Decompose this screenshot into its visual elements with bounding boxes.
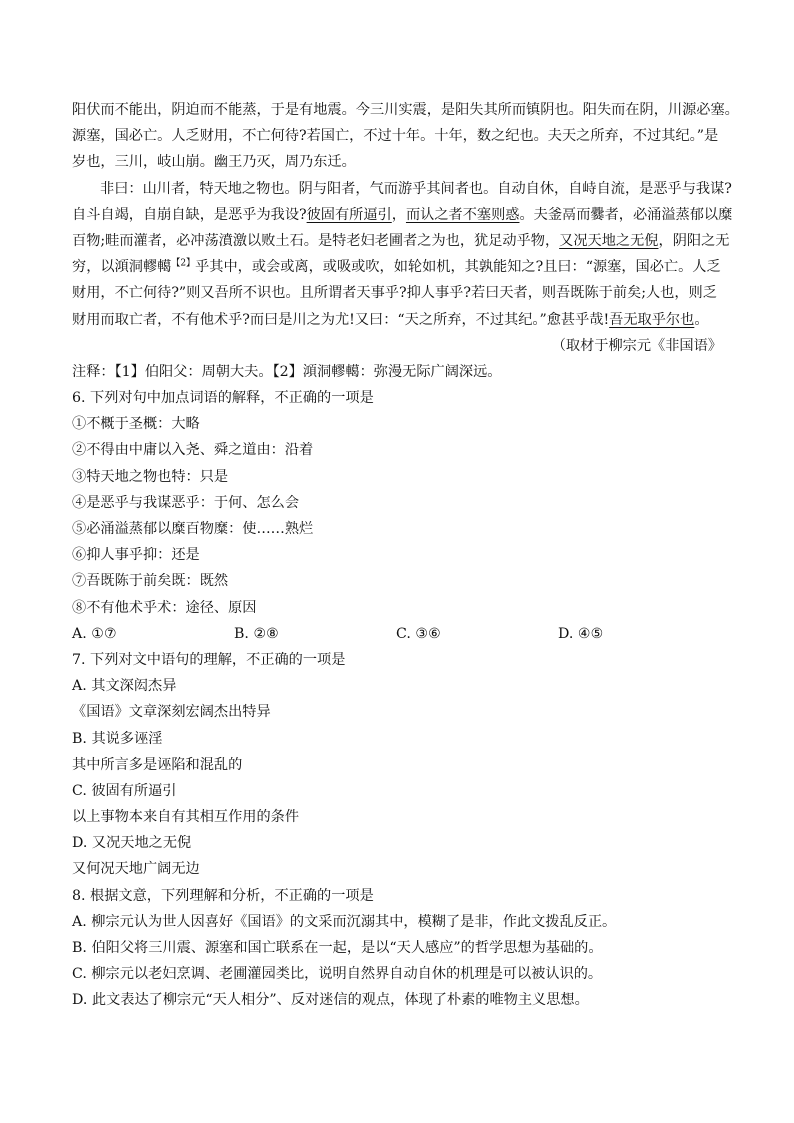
footnote-marker: 【2】 [171, 258, 196, 269]
list-item: 《国语》文章深刻宏阔杰出特异 [72, 704, 271, 721]
document-page [72, 97, 739, 1014]
passage-line: 百物;畦而灌者，必冲荡濆激以败土石。是特老妇老圃者之为也，犹足动乎物，又况天地之无倪，阴阳之无 [72, 232, 730, 249]
list-item: B. 伯阳父将三川震、源塞和国亡联系在一起，是以“天人感应”的哲学思想为基础的。 [72, 940, 603, 956]
underlined-phrase: 彼固有所逼引 [306, 206, 392, 223]
list-item: 以上事物本来自有其相互作用的条件 [72, 809, 300, 826]
list-item: 又何况天地广阔无边 [72, 861, 200, 878]
list-item: A. 其文深闳杰异 [72, 678, 177, 695]
option-d: D. ④⑤ [558, 625, 604, 642]
list-item: 其中所言多是诬陷和混乱的 [72, 756, 243, 773]
list-item: A. 柳宗元认为世人因喜好《国语》的文采而沉溺其中，模糊了是非，作此文拨乱反正。 [72, 913, 617, 930]
underlined-phrase: 又况天地之无倪 [559, 232, 659, 249]
underlined-phrase: 而认之者不塞则惑 [405, 206, 520, 223]
passage-line: 阳伏而不能出，阴迫而不能蒸，于是有地震。今三川实震，是阳失其所而镇阴也。阳失而在阴，川源必塞。 [72, 102, 739, 118]
option-b: B. ②⑧ [234, 625, 279, 642]
list-item: C. 彼固有所逼引 [72, 782, 177, 799]
question-8 [72, 883, 724, 1014]
passage-line: 自斗自竭，自崩自缺，是恶乎为我设?彼固有所逼引，而认之者不塞则惑。夫釜鬲而爨者，必涌溢蒸郁以糜 [72, 206, 733, 223]
passage-line: 非曰：山川者，特天地之物也。阴与阳者，气而游乎其间者也。自动自休，自峙自流，是恶乎与我谋? [100, 180, 732, 197]
question-stem: 7. 下列对文中语句的理解，不正确的一项是 [72, 651, 346, 668]
list-item: ⑤必涌溢蒸郁以糜百物糜：使……熟烂 [72, 521, 314, 537]
passage-line: 岁也，三川，岐山崩。幽王乃灭，周乃东迁。 [72, 154, 356, 171]
list-item: B. 其说多诬淫 [72, 730, 163, 747]
list-item: D. 又况天地之无倪 [72, 835, 192, 852]
list-item: D. 此文表达了柳宗元“天人相分”、反对迷信的观点，体现了朴素的唯物主义思想。 [72, 992, 589, 1009]
question-stem: 6. 下列对句中加点词语的解释，不正确的一项是 [72, 390, 374, 407]
list-item: ①不概于圣概：大略 [72, 416, 200, 433]
question-6 [72, 385, 724, 647]
answer-options [72, 621, 724, 647]
passage-line: 财用，不亡何待?”则又吾所不识也。且所谓者天事乎?抑人事乎?若曰天者，则吾既陈于前矣;人也，则乏 [72, 285, 717, 302]
passage-line: 财用而取亡者，不有他术乎?而曰是川之为尤!又曰：“天之所弃，不过其纪。”愈甚乎哉!吾无取乎尔也。 [72, 311, 709, 328]
passage-line: 穷，以澒洞轇轕$^{【2】}$乎其中，或会或离，或吸或吹，如轮如机，其孰能知之?且曰：“源塞，国必亡。人乏 [72, 258, 721, 276]
passage-line: 源塞，国必亡。人乏财用，不亡何待?若国亡，不过十年。十年，数之纪也。夫天之所弃，不过其纪。”是 [72, 128, 719, 145]
notes: 注释：【1】伯阳父：周朝大夫。【2】澒洞轇轕：弥漫无际广阔深远。 [72, 363, 502, 380]
option-c: C. ③⑥ [396, 625, 441, 642]
passage [72, 97, 739, 359]
list-item: C. 柳宗元以老妇烹调、老圃灌园类比，说明自然界自动自休的机理是可以被认识的。 [72, 966, 603, 983]
list-item: ⑥抑人事乎抑：还是 [72, 547, 200, 564]
list-item: ②不得由中庸以入尧、舜之道由：沿着 [72, 442, 314, 459]
question-stem: 8. 根据文意，下列理解和分析，不正确的一项是 [72, 887, 374, 904]
list-item: ⑦吾既陈于前矣既：既然 [72, 573, 229, 590]
list-item: ④是恶乎与我谋恶乎：于何、怎么会 [72, 494, 300, 511]
list-item: ⑧不有他术乎术：途径、原因 [72, 599, 257, 616]
list-item: ③特天地之物也特：只是 [72, 468, 229, 485]
question-7 [72, 647, 724, 883]
underlined-phrase: 吾无取乎尔也 [609, 311, 695, 328]
source-citation: （取材于柳宗元《非国语》 [551, 337, 722, 354]
option-a: A. ①⑦ [72, 625, 117, 642]
